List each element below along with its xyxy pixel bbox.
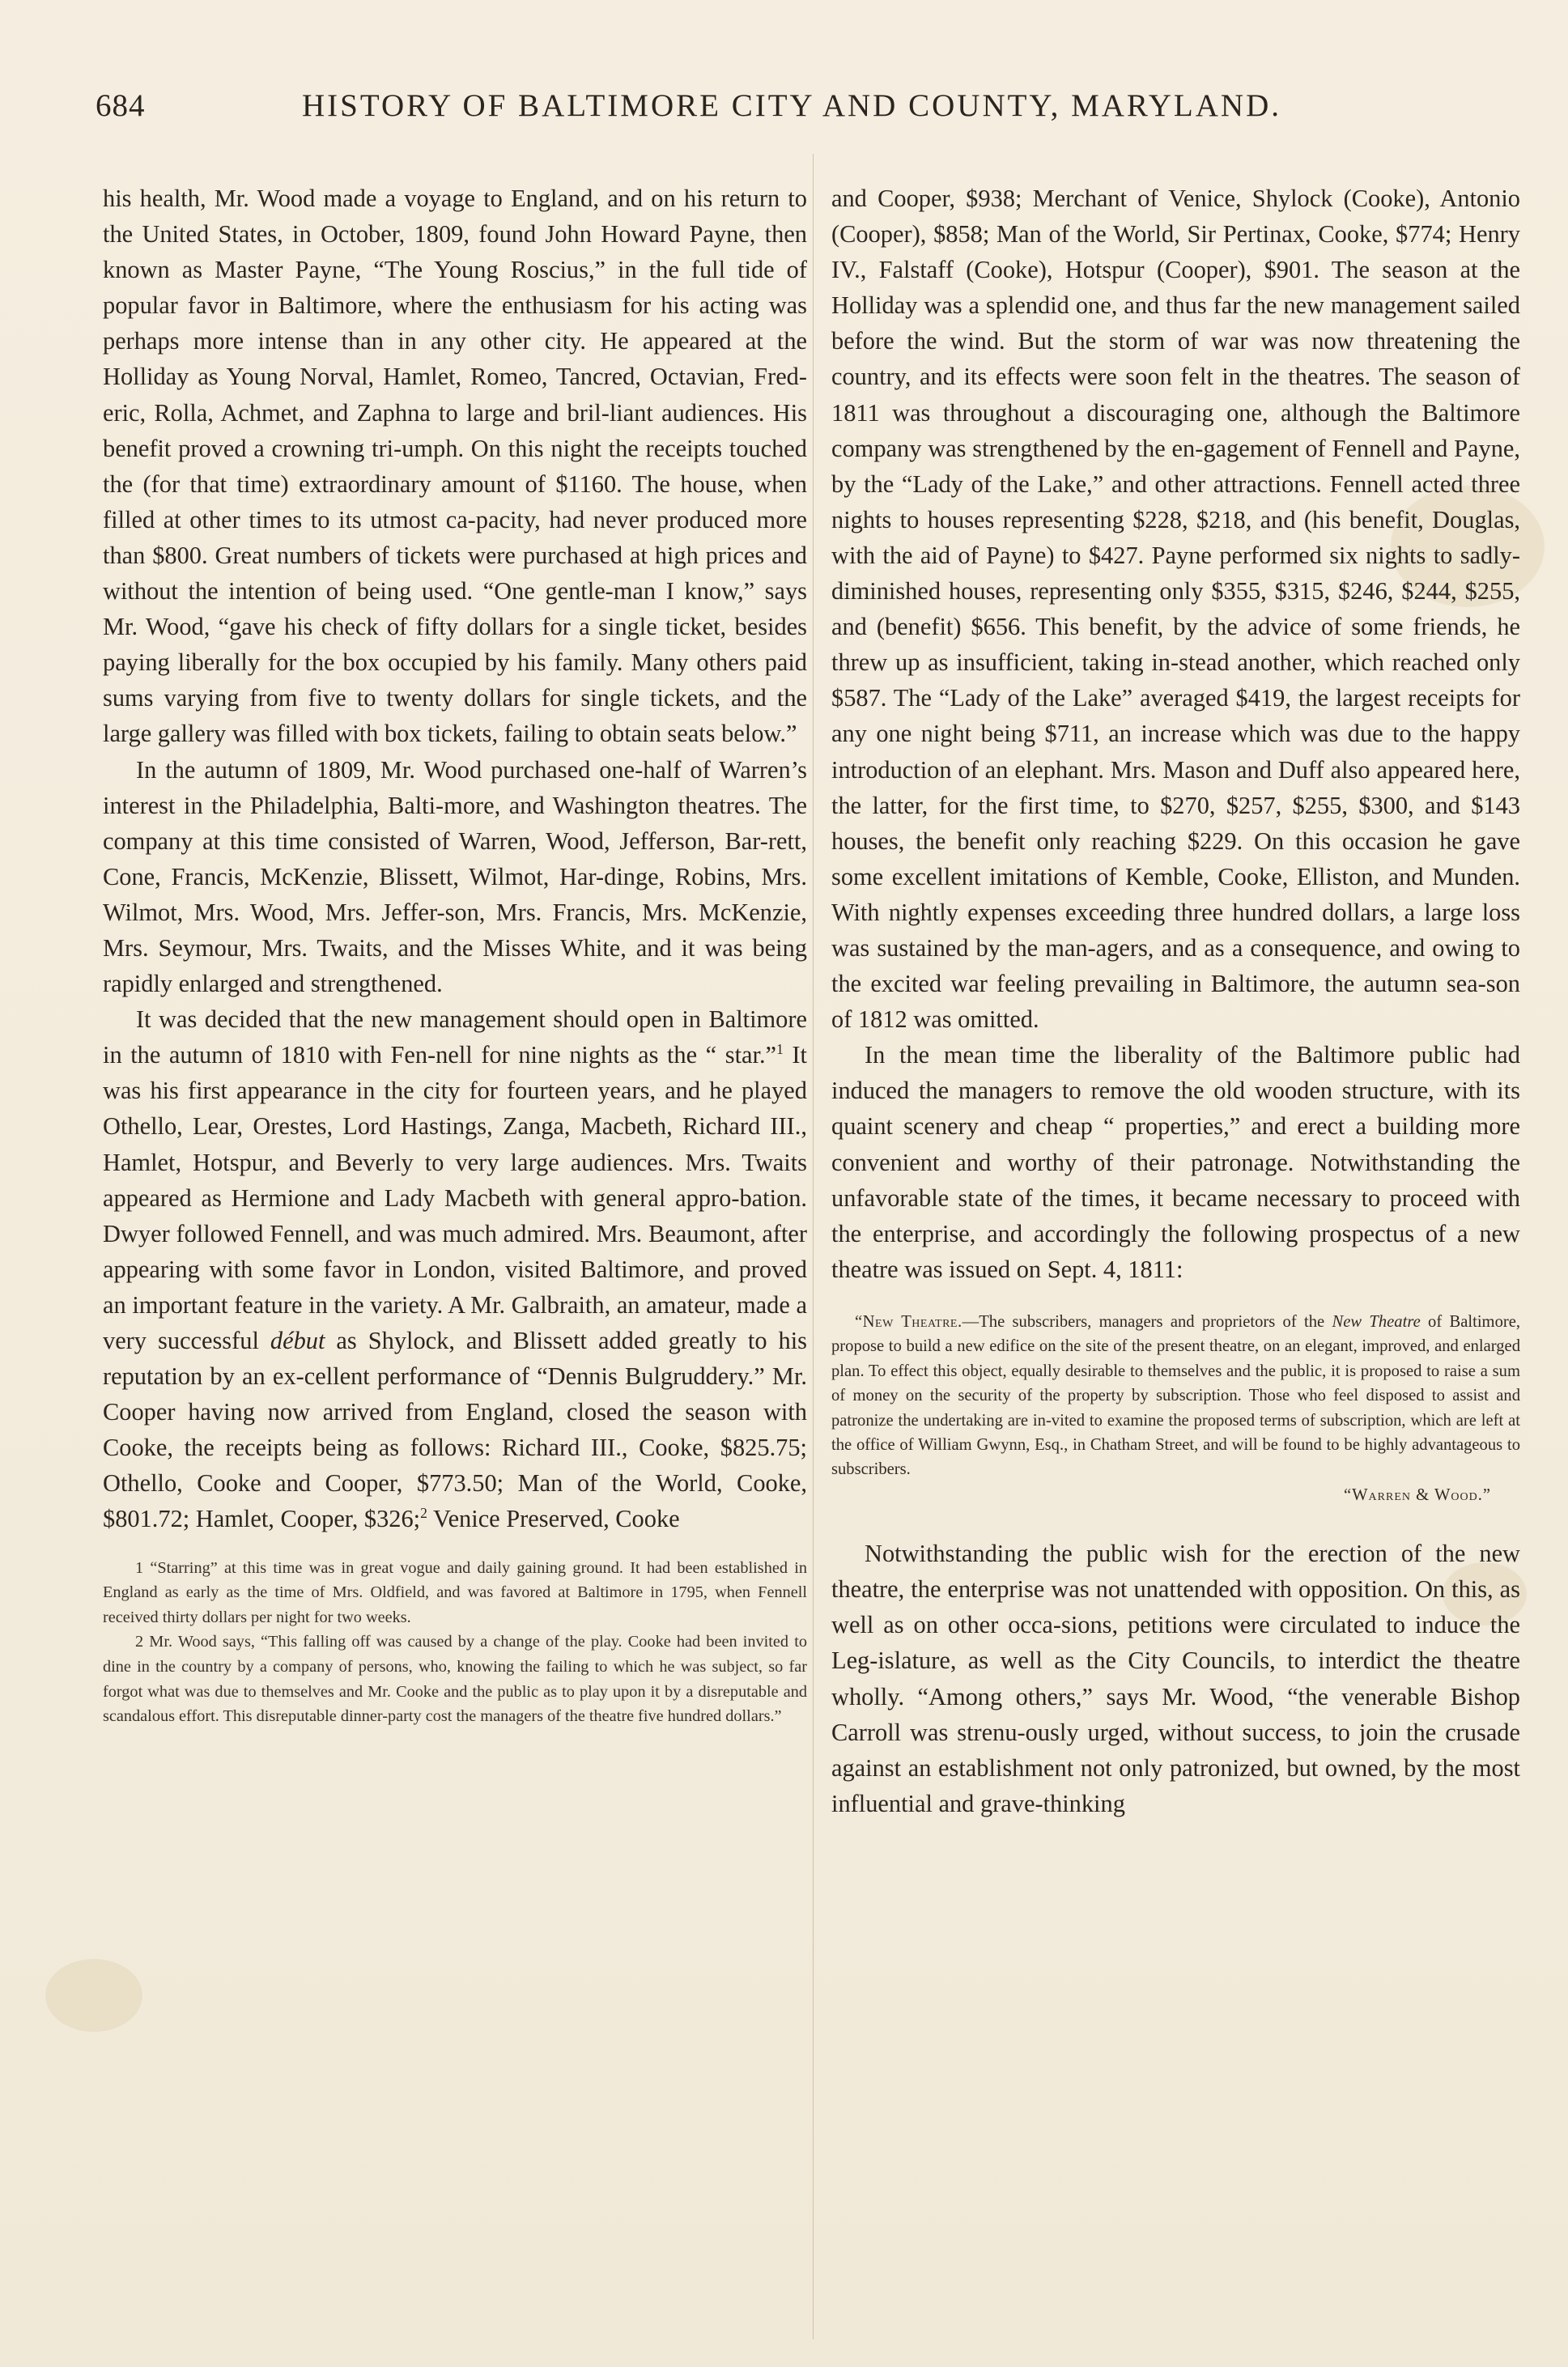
running-title: HISTORY OF BALTIMORE CITY AND COUNTY, MARYLAND. bbox=[302, 88, 1281, 123]
quote-signature: “Warren & Wood.” bbox=[1343, 1485, 1491, 1504]
footnotes bbox=[103, 1556, 807, 1729]
text-run: Venice Preserved, Cooke bbox=[427, 1505, 680, 1533]
body-paragraph: and Cooper, $938; Merchant of Venice, Shylock (Cooke), Antonio (Cooper), $858; Man of the World, Sir Pertinax, Cooke, $774; Henry IV., Falstaff (Cooke), Hotspur (Cooper), $901. The season at the Holliday was a splendid one, and thus far the new management sailed before the wind. But the storm of war was now threatening the country, and its effects were soon felt in the theatres. The season of 1811 was throughout a discouraging one, although the Baltimore company was strengthened by the en-gagement of Fennell and Payne, by the “Lady of the Lake,” and other attractions. Fennell acted three nights to houses representing $228, $218, and (his benefit, Douglas, with the aid of Payne) to $427. Payne performed six nights to sadly-diminished houses, representing only $355, $315, $246, $244, $255, and (benefit) $656. This benefit, by the advice of some friends, he threw up as insufficient, taking in-stead another, which reached only $587. The “Lady of the Lake” averaged $419, the largest receipts for any one night being $711, an increase which was due to the happy introduction of an elephant. Mrs. Mason and Duff also appeared here, the latter, for the first time, to $270, $257, $255, $300, and $143 houses, the benefit only reaching $229. On this occasion he gave some excellent imitations of Kemble, Cooke, Elliston, and Munden. With nightly expenses exceeding three hundred dollars, a large loss was sustained by the man-agers, and as a consequence, and owing to the excited war feeling prevailing in Baltimore, the autumn sea-son of 1812 was omitted. bbox=[831, 185, 1520, 1034]
quote-text bbox=[831, 1310, 1520, 1482]
page-number: 684 bbox=[96, 88, 146, 123]
italic-term: New Theatre bbox=[1332, 1312, 1421, 1331]
quote-label: “New Theatre. bbox=[855, 1312, 962, 1331]
prospectus-quote bbox=[831, 1310, 1520, 1507]
page-header bbox=[96, 87, 1472, 136]
text-run: as Shylock, and Blissett added greatly to his reputation by an ex-cellent performance of “Dennis Bulgruddery.” Mr. Cooper having now arrived from England, closed the season with Cooke, the receipts being as follows: Richard III., Cooke, $825.75; Othello, Cooke and Cooper, $773.50; Man of the World, Cooke, $801.72; Hamlet, Cooper, $326; bbox=[103, 1327, 807, 1533]
body-paragraph: In the autumn of 1809, Mr. Wood purchased one-half of Warren’s interest in the Philadelphia, Balti-more, and Washington theatres. The company at this time consisted of Warren, Wood, Jefferson, Bar-rett, Cone, Francis, McKenzie, Blissett, Wilmot, Har-dinge, Robins, Mrs. Wilmot, Mrs. Wood, Mrs. Jeffer-son, Mrs. Francis, Mrs. McKenzie, Mrs. Seymour, Mrs. Twaits, and the Misses White, and it was being rapidly enlarged and strengthened. bbox=[103, 755, 807, 998]
body-paragraph: his health, Mr. Wood made a voyage to England, and on his return to the United States, in October, 1809, found John Howard Payne, then known as Master Payne, “The Young Roscius,” in the full tide of popular favor in Baltimore, where the enthusiasm for his acting was perhaps more intense than in any other city. He appeared at the Holliday as Young Norval, Hamlet, Romeo, Tancred, Octavian, Fred-eric, Rolla, Achmet, and Zaphna to large and bril-liant audiences. His benefit proved a crowning tri-umph. On this night the receipts touched the (for that time) extraordinary amount of $1160. The house, when filled at other times to its utmost ca-pacity, had never produced more than $800. Great numbers of tickets were purchased at high prices and without the intention of being used. “One gentle-man I know,” says Mr. Wood, “gave his check of fifty dollars for a single ticket, besides paying liberally for the box occupied by his family. Many others paid sums varying from five to twenty dollars for single tickets, and the large gallery was filled with box tickets, failing to obtain seats below.” bbox=[103, 185, 807, 748]
right-column bbox=[831, 181, 1520, 1821]
text-run: —The subscribers, managers and proprietors of the bbox=[962, 1312, 1332, 1331]
text-run: It was his first appearance in the city for fourteen years, and he played Othello, Lear, Orestes, Lord Hastings, Zanga, Macbeth, Richard III., Hamlet, Hotspur, and Beverly to very large audiences. Mrs. Twaits appeared as Hermione and Lady Macbeth with general appro-bation. Dwyer followed Fennell, and was much admired. Mrs. Beaumont, after appearing with some favor in London, visited Baltimore, and proved an important feature in the variety. A Mr. Galbraith, an amateur, made a very successful bbox=[103, 1041, 807, 1354]
body-paragraph: In the mean time the liberality of the Baltimore public had induced the managers to remove the old wooden structure, with its quaint scenery and cheap “ properties,” and erect a building more convenient and worthy of their patronage. Notwithstanding the unfavorable state of the times, it became necessary to proceed with the enterprise, and accordingly the following prospectus of a new theatre was issued on Sept. 4, 1811: bbox=[831, 1041, 1520, 1283]
paper-stain bbox=[45, 1959, 142, 2032]
footnote-reference: 1 bbox=[776, 1041, 784, 1058]
footnote: 1 “Starring” at this time was in great vogue and daily gaining ground. It had been established in England as early as the time of Mrs. Oldfield, and was favored at Baltimore in 1795, when Fennell received thirty dollars per night for two weeks. bbox=[103, 1558, 807, 1626]
text-run: It was decided that the new management should open in Baltimore in the autumn of 1810 with Fen-nell for nine nights as the “ star.” bbox=[103, 1005, 807, 1069]
italic-term: début bbox=[270, 1327, 325, 1354]
body-paragraph: Notwithstanding the public wish for the erection of the new theatre, the enterprise was not unattended with opposition. On this, as well as on other occa-sions, petitions were circulated to induce the Leg-islature, as well as the City Councils, to interdict the theatre wholly. “Among others,” says Mr. Wood, “the venerable Bishop Carroll was strenu-ously urged, without success, to join the crusade against an establishment not only patronized, but owned, by the most influential and grave-thinking bbox=[831, 1540, 1520, 1817]
left-column bbox=[103, 181, 807, 1729]
text-run: of Baltimore, propose to build a new edifice on the site of the present theatre, on an elegant, improved, and enlarged plan. To effect this object, equally desirable to themselves and the public, it is proposed to raise a sum of money on the security of the property by subscription. Those who feel disposed to assist and patronize the undertaking are in-vited to examine the proposed terms of subscription, which are left at the office of William Gwynn, Esq., in Chatham Street, and will be found to be highly advantageous to subscribers. bbox=[831, 1312, 1521, 1479]
column-divider bbox=[813, 154, 814, 2339]
footnote-reference: 2 bbox=[420, 1505, 427, 1522]
body-paragraph bbox=[103, 1001, 807, 1536]
footnote: 2 Mr. Wood says, “This falling off was caused by a change of the play. Cooke had been invited to dine in the country by a company of persons, who, knowing the failing to which he was subject, so far forgot what was due to themselves and Mr. Cooke and the public as to play upon it by a disreputable and scandalous effort. This disreputable dinner-party cost the managers of the theatre five hundred dollars.” bbox=[103, 1633, 807, 1726]
